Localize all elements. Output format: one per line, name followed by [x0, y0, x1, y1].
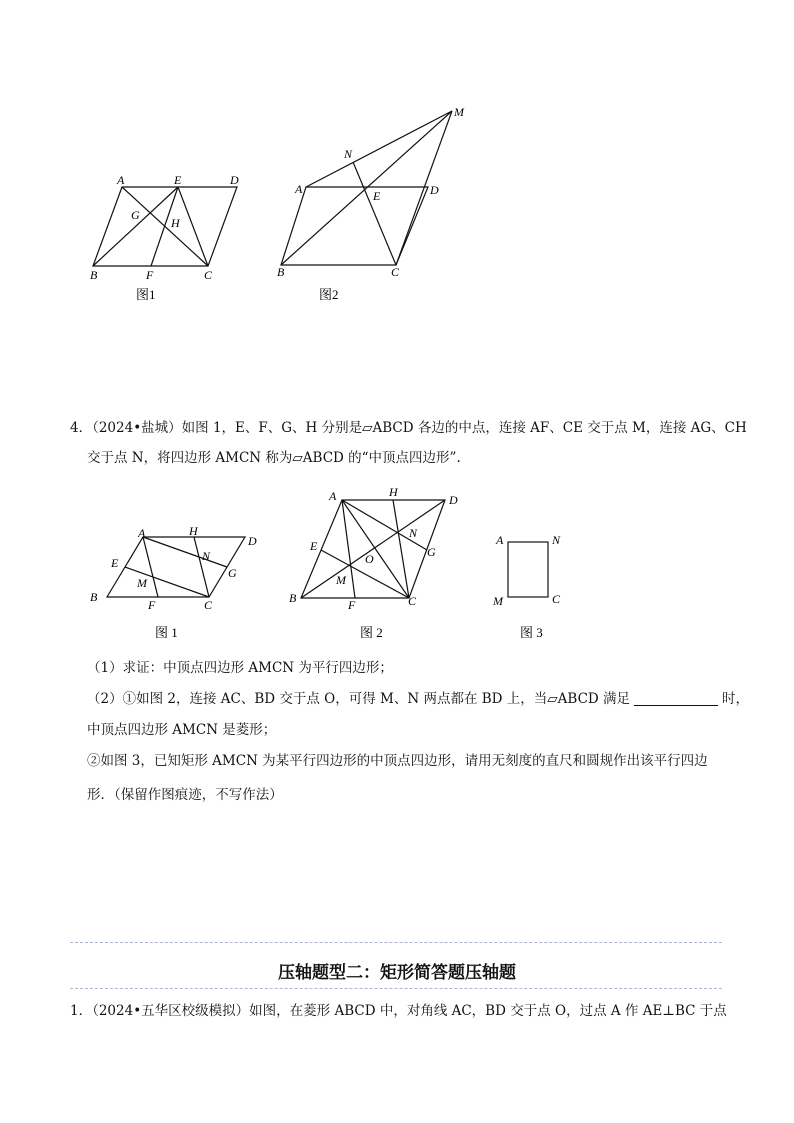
label-c: C [204, 598, 213, 612]
label-f: F [348, 598, 356, 612]
label-g: G [228, 566, 237, 580]
q4-figure-1 [85, 525, 265, 645]
figure-caption: 图 3 [520, 625, 543, 640]
top-figure-1 [80, 168, 250, 308]
label-f: F [148, 598, 156, 612]
q4-line-2: 交于点 N，将四边形 AMCN 称为▱ABCD 的“中顶点四边形”. [87, 450, 461, 466]
label-b: B [277, 265, 285, 279]
label-b: B [90, 590, 98, 604]
label-e: E [174, 173, 182, 187]
label-a: A [138, 526, 146, 540]
label-n: N [409, 526, 418, 540]
q4-part-2a-line-2: 中顶点四边形 AMCN 是菱形； [87, 722, 277, 738]
q4-part-2a-before: （2）①如图 2，连接 AC、BD 交于点 O，可得 M、N 两点都在 BD 上，当▱ABCD 满足 [87, 691, 631, 707]
label-e: E [373, 189, 381, 203]
q4-part-1: （1）求证：中顶点四边形 AMCN 为平行四边形； [87, 660, 393, 676]
label-h: H [189, 525, 198, 538]
q4-part-2a-after: 时， [722, 691, 750, 707]
section-title: 压轴题型二：矩形简答题压轴题 [278, 963, 516, 983]
label-g: G [131, 208, 140, 222]
q4-line-1: 4．（2024•盐城）如图 1，E、F、G、H 分别是▱ABCD 各边的中点，连接 AF、CE 交于点 M，连接 AG、CH [70, 420, 747, 436]
label-m: M [454, 105, 464, 119]
label-d: D [248, 534, 257, 548]
label-n: N [202, 549, 211, 563]
label-m: M [493, 594, 503, 608]
q4-figure-3 [490, 525, 580, 645]
label-c: C [552, 592, 561, 606]
figure-caption: 图2 [319, 287, 339, 302]
label-g: G [427, 545, 436, 559]
label-d: D [449, 493, 458, 507]
figure-caption: 图 1 [155, 625, 178, 640]
label-b: B [289, 591, 297, 605]
q4-part-2b-line-2: 形．（保留作图痕迹，不写作法） [87, 787, 283, 803]
top-figure-2 [270, 100, 480, 310]
label-f: F [146, 268, 154, 282]
section-divider [70, 942, 722, 943]
answer-blank[interactable] [634, 691, 718, 706]
label-d: D [230, 173, 239, 187]
label-h: H [171, 216, 180, 230]
label-m: M [336, 573, 346, 587]
label-b: B [90, 268, 98, 282]
label-n: N [344, 147, 353, 161]
figure-caption: 图 2 [360, 625, 383, 640]
label-n: N [552, 533, 561, 547]
q1-line-1: 1．（2024•五华区校级模拟）如图，在菱形 ABCD 中，对角线 AC，BD 交于点 O，过点 A 作 AE⊥BC 于点 [70, 1003, 727, 1019]
label-a: A [329, 489, 337, 503]
label-c: C [408, 594, 417, 608]
label-d: D [430, 183, 439, 197]
q4-part-2a [87, 689, 749, 709]
label-c: C [204, 268, 213, 282]
q4-figure-2 [285, 488, 465, 648]
figure-caption: 图1 [136, 287, 156, 302]
label-a: A [295, 182, 303, 196]
label-h: H [389, 488, 398, 499]
label-e: E [111, 556, 119, 570]
label-a: A [117, 173, 125, 187]
section-divider [70, 988, 722, 989]
label-m: M [137, 576, 147, 590]
label-a: A [496, 533, 504, 547]
label-e: E [310, 539, 318, 553]
label-o: O [365, 552, 374, 566]
q4-part-2b-line-1: ②如图 3，已知矩形 AMCN 为某平行四边形的中顶点四边形，请用无刻度的直尺和圆规作出该平行四边 [87, 753, 708, 769]
label-c: C [391, 265, 400, 279]
